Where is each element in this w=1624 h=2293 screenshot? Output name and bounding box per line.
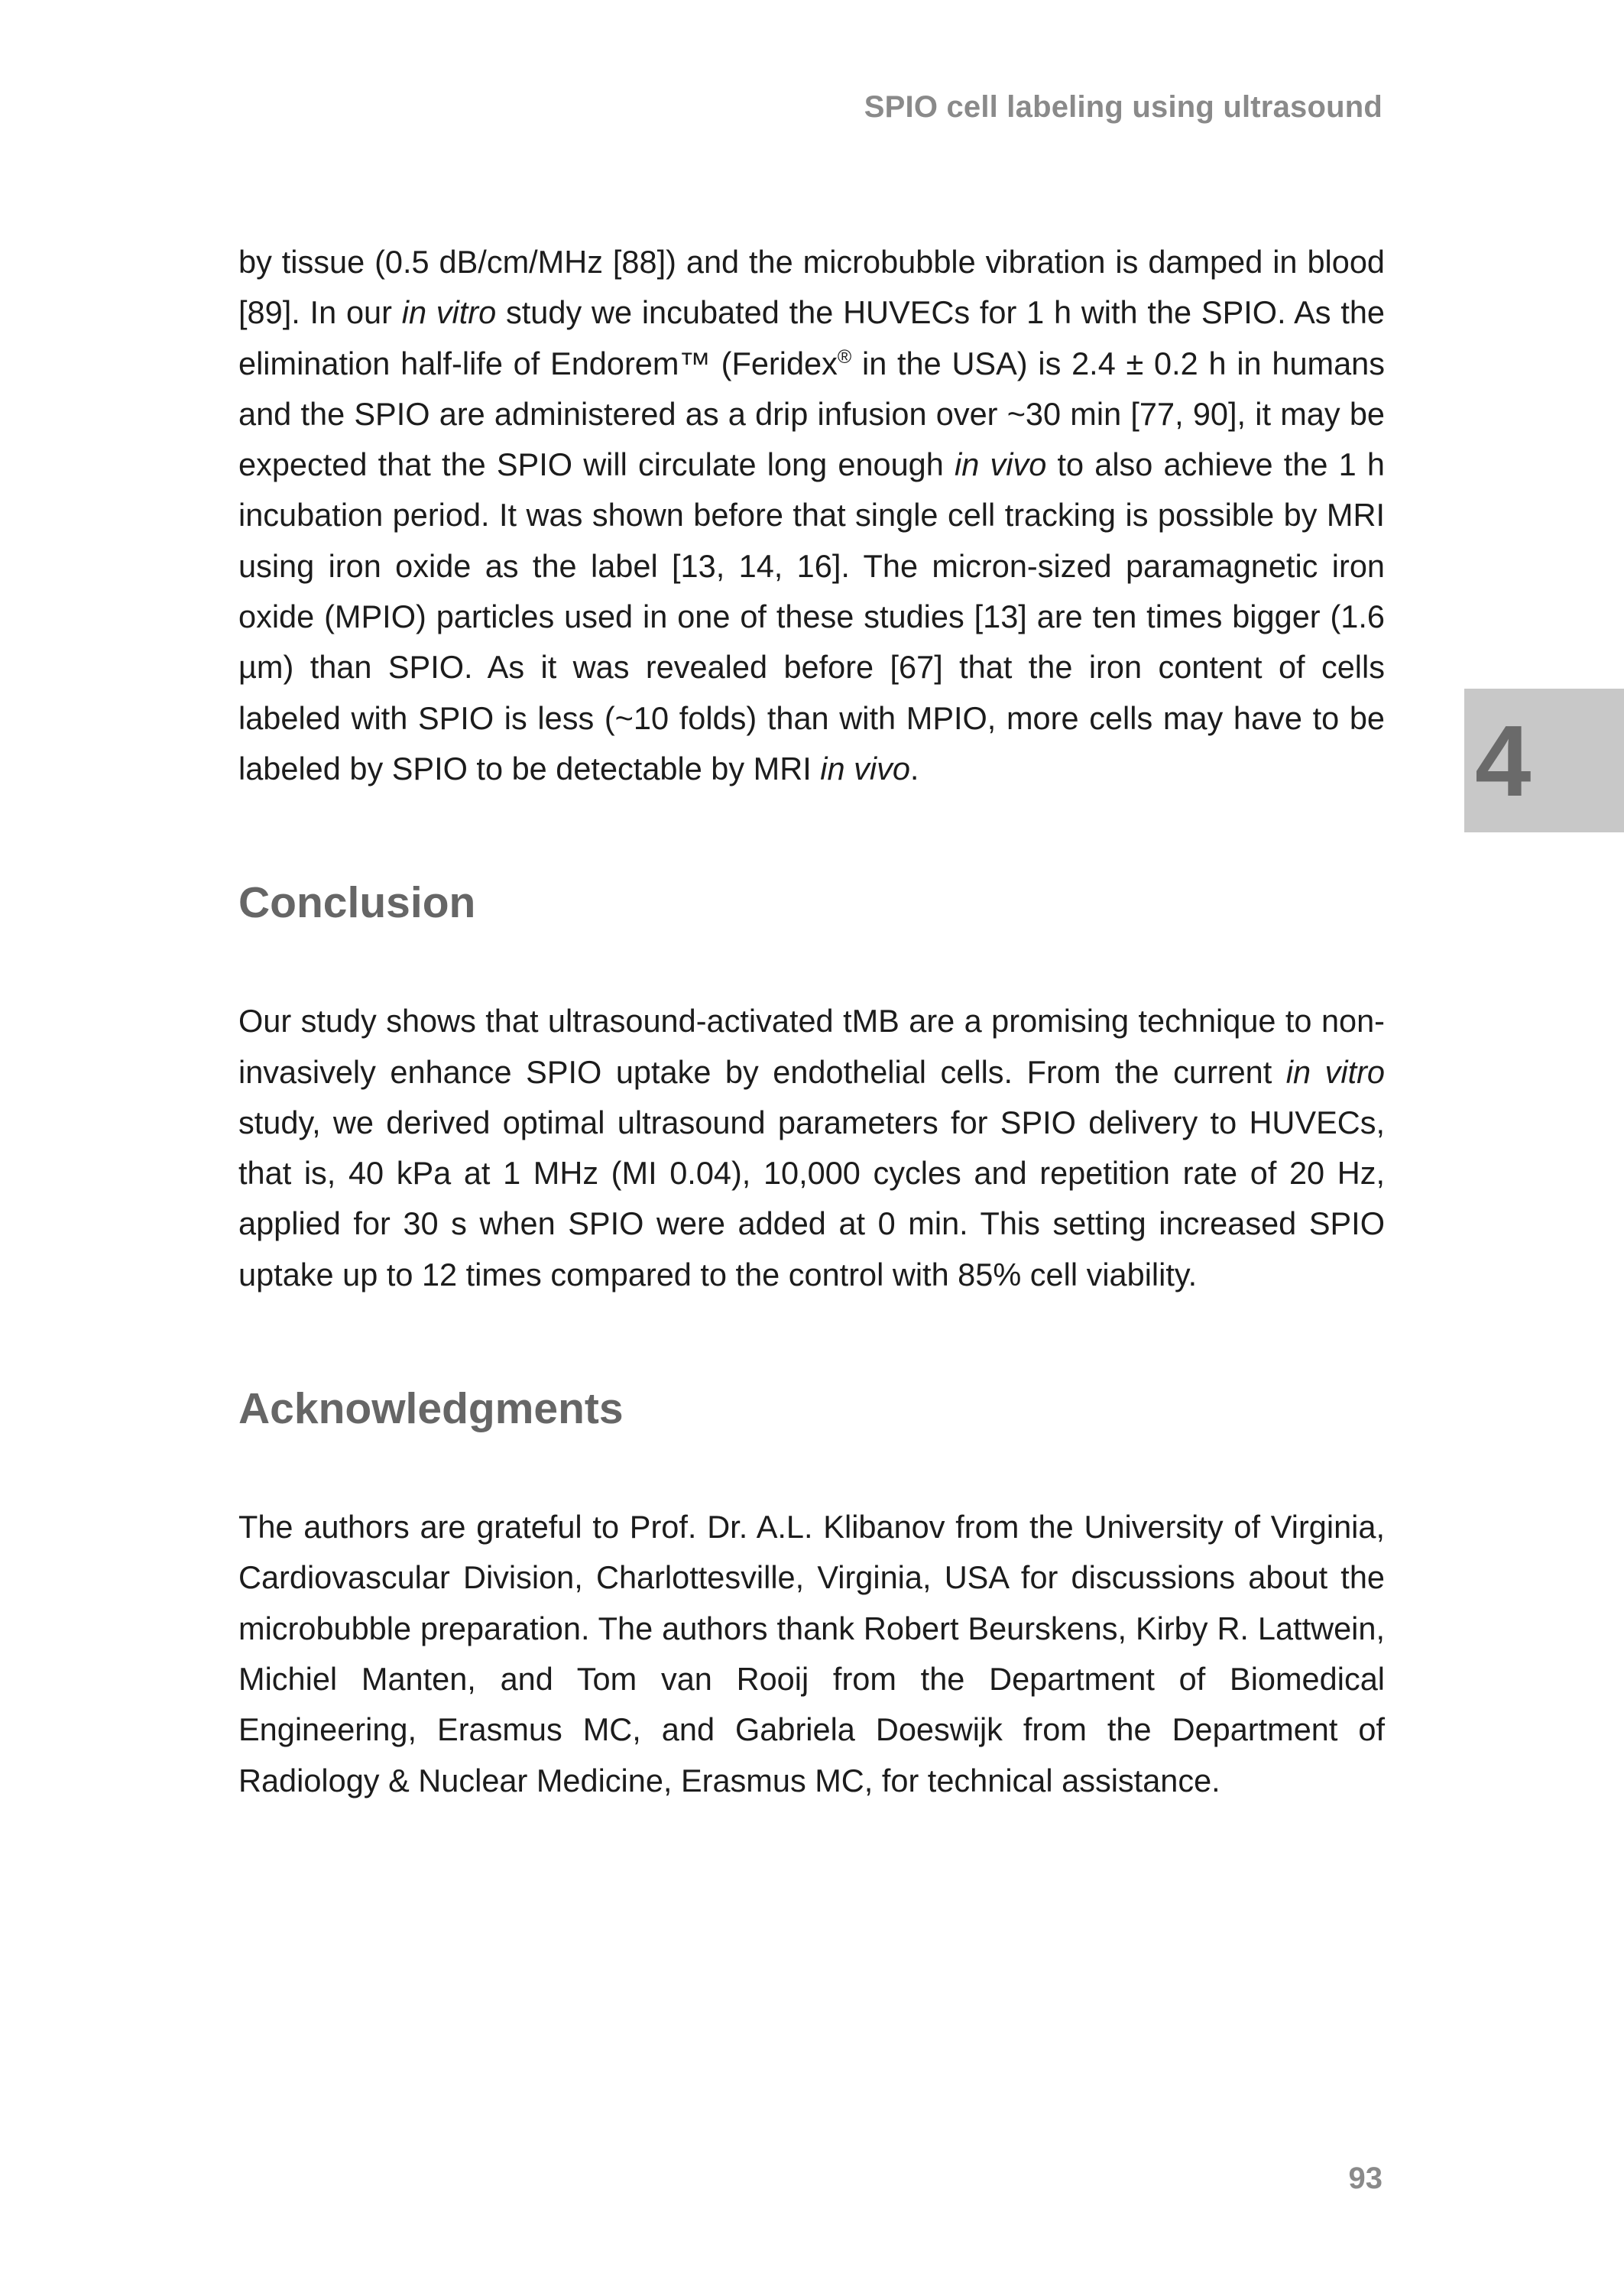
chapter-number: 4 [1475,704,1532,817]
page-content [238,237,1385,1806]
chapter-tab [1464,689,1624,832]
italic-term: in vivo [955,446,1047,483]
conclusion-heading: Conclusion [238,878,476,928]
italic-term: in vitro [1285,1053,1386,1090]
running-header-title: SPIO cell labeling using ultrasound [864,90,1383,124]
italic-term: in vitro [401,294,497,331]
page-number: 93 [1348,2162,1383,2195]
conclusion-paragraph [238,996,1385,1300]
text-span: . [909,750,919,786]
text-span: by tissue (0.5 dB/cm/MHz [88]) and the microbubble vibration is damped in blood [89]. In our [238,244,1385,331]
text-span: study, we derived optimal ultrasound parameters for SPIO delivery to HUVECs, that is, 40 kPa at 1 MHz (MI 0.04), 10,000 cycles and repetition rate of 20 Hz, applied for 30 s when SPIO were added at 0 min. This setting increased SPIO uptake up to 12 times compared to the control with 85% cell viability. [238,1104,1385,1292]
text-span: Our study shows that ultrasound-activated tMB are a promising technique to non-invasively enhance SPIO uptake by endothelial cells. From the current [238,1003,1385,1090]
italic-term: in vivo [820,750,910,786]
text-span: study we incubated the HUVECs for 1 h with the SPIO. As the elimination half-life of Endorem™ (Feridex [238,294,1386,381]
text-span: in the USA) is 2.4 ± 0.2 h in humans and the SPIO are administered as a drip infusion over ~30 min [77, 90], it may be expected that the SPIO will circulate long enough [238,345,1386,483]
acknowledgments-paragraph: The authors are grateful to Prof. Dr. A.L. Klibanov from the University of Virginia, Cardiovascular Division, Charlottesville, Virginia, USA for discussions about the microbubble preparation. The authors thank Robert Beurskens, Kirby R. Lattwein, Michiel Manten, and Tom van Rooij from the Department of Biomedical Engineering, Erasmus MC, and Gabriela Doeswijk from the Department of Radiology & Nuclear Medicine, Erasmus MC, for technical assistance. [238,1509,1385,1798]
discussion-paragraph [238,237,1385,794]
acknowledgments-heading: Acknowledgments [238,1384,624,1434]
text-span: to also achieve the 1 h incubation period. It was shown before that single cell tracking is possible by MRI using iron oxide as the label [13, 14, 16]. The micron-sized paramagnetic iron oxide (MPIO) particles used in one of these studies [13] are ten times bigger (1.6 µm) than SPIO. As it was revealed before [67] that the iron content of cells labeled with SPIO is less (~10 folds) than with MPIO, more cells may have to be labeled by SPIO to be detectable by MRI [238,446,1385,786]
registered-mark: ® [837,345,852,368]
